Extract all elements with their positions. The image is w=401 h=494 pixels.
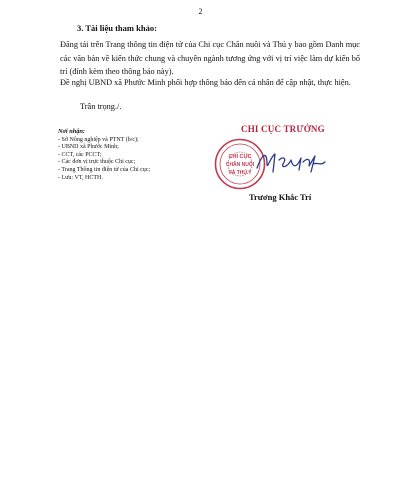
recipient-item: - Lưu: VT, HCTH.: [58, 174, 103, 181]
recipient-item: - Các đơn vị trực thuộc Chi cục;: [58, 159, 136, 166]
recipient-item: - CCT, các PCCT;: [58, 151, 102, 158]
recipient-item: - Sở Nông nghiệp và PTNT (b/c);: [58, 136, 139, 143]
recipient-item: - UBND xã Phước Minh;: [58, 144, 119, 151]
signer-name: Trương Khắc Trí: [249, 192, 312, 202]
signature-title: CHI CỤC TRƯỞNG: [241, 124, 325, 134]
page-number: 2: [198, 7, 203, 16]
recipients-block: [58, 128, 228, 182]
paragraph-request: Đề nghị UBND xã Phước Minh phối hợp thông báo đến cá nhân để cập nhật, thực hiện.: [60, 78, 351, 87]
closing-greeting: Trân trọng./.: [80, 102, 122, 111]
handwritten-signature-icon: [253, 146, 327, 178]
svg-text:CHI CỤC: CHI CỤC: [228, 154, 252, 160]
section-heading: 3. Tài liệu tham khảo:: [77, 23, 157, 33]
paragraph-reference-docs: Đăng tải trên Trang thông tin điện tử của Chi cục Chăn nuôi và Thú y bao gồm Danh mục các văn bản về kiến thức chung và chuyên ngành tương ứng với vị trí việc làm dự kiến bố trí (đính kèm theo thông báo này).: [60, 40, 360, 76]
recipients-title: Nơi nhận:: [58, 128, 86, 135]
svg-text:CHĂN NUÔI: CHĂN NUÔI: [225, 162, 255, 168]
svg-text:VÀ THÚ Y: VÀ THÚ Y: [228, 170, 252, 176]
recipient-item: - Trang Thông tin điện tử của Chi cục;: [58, 166, 151, 173]
